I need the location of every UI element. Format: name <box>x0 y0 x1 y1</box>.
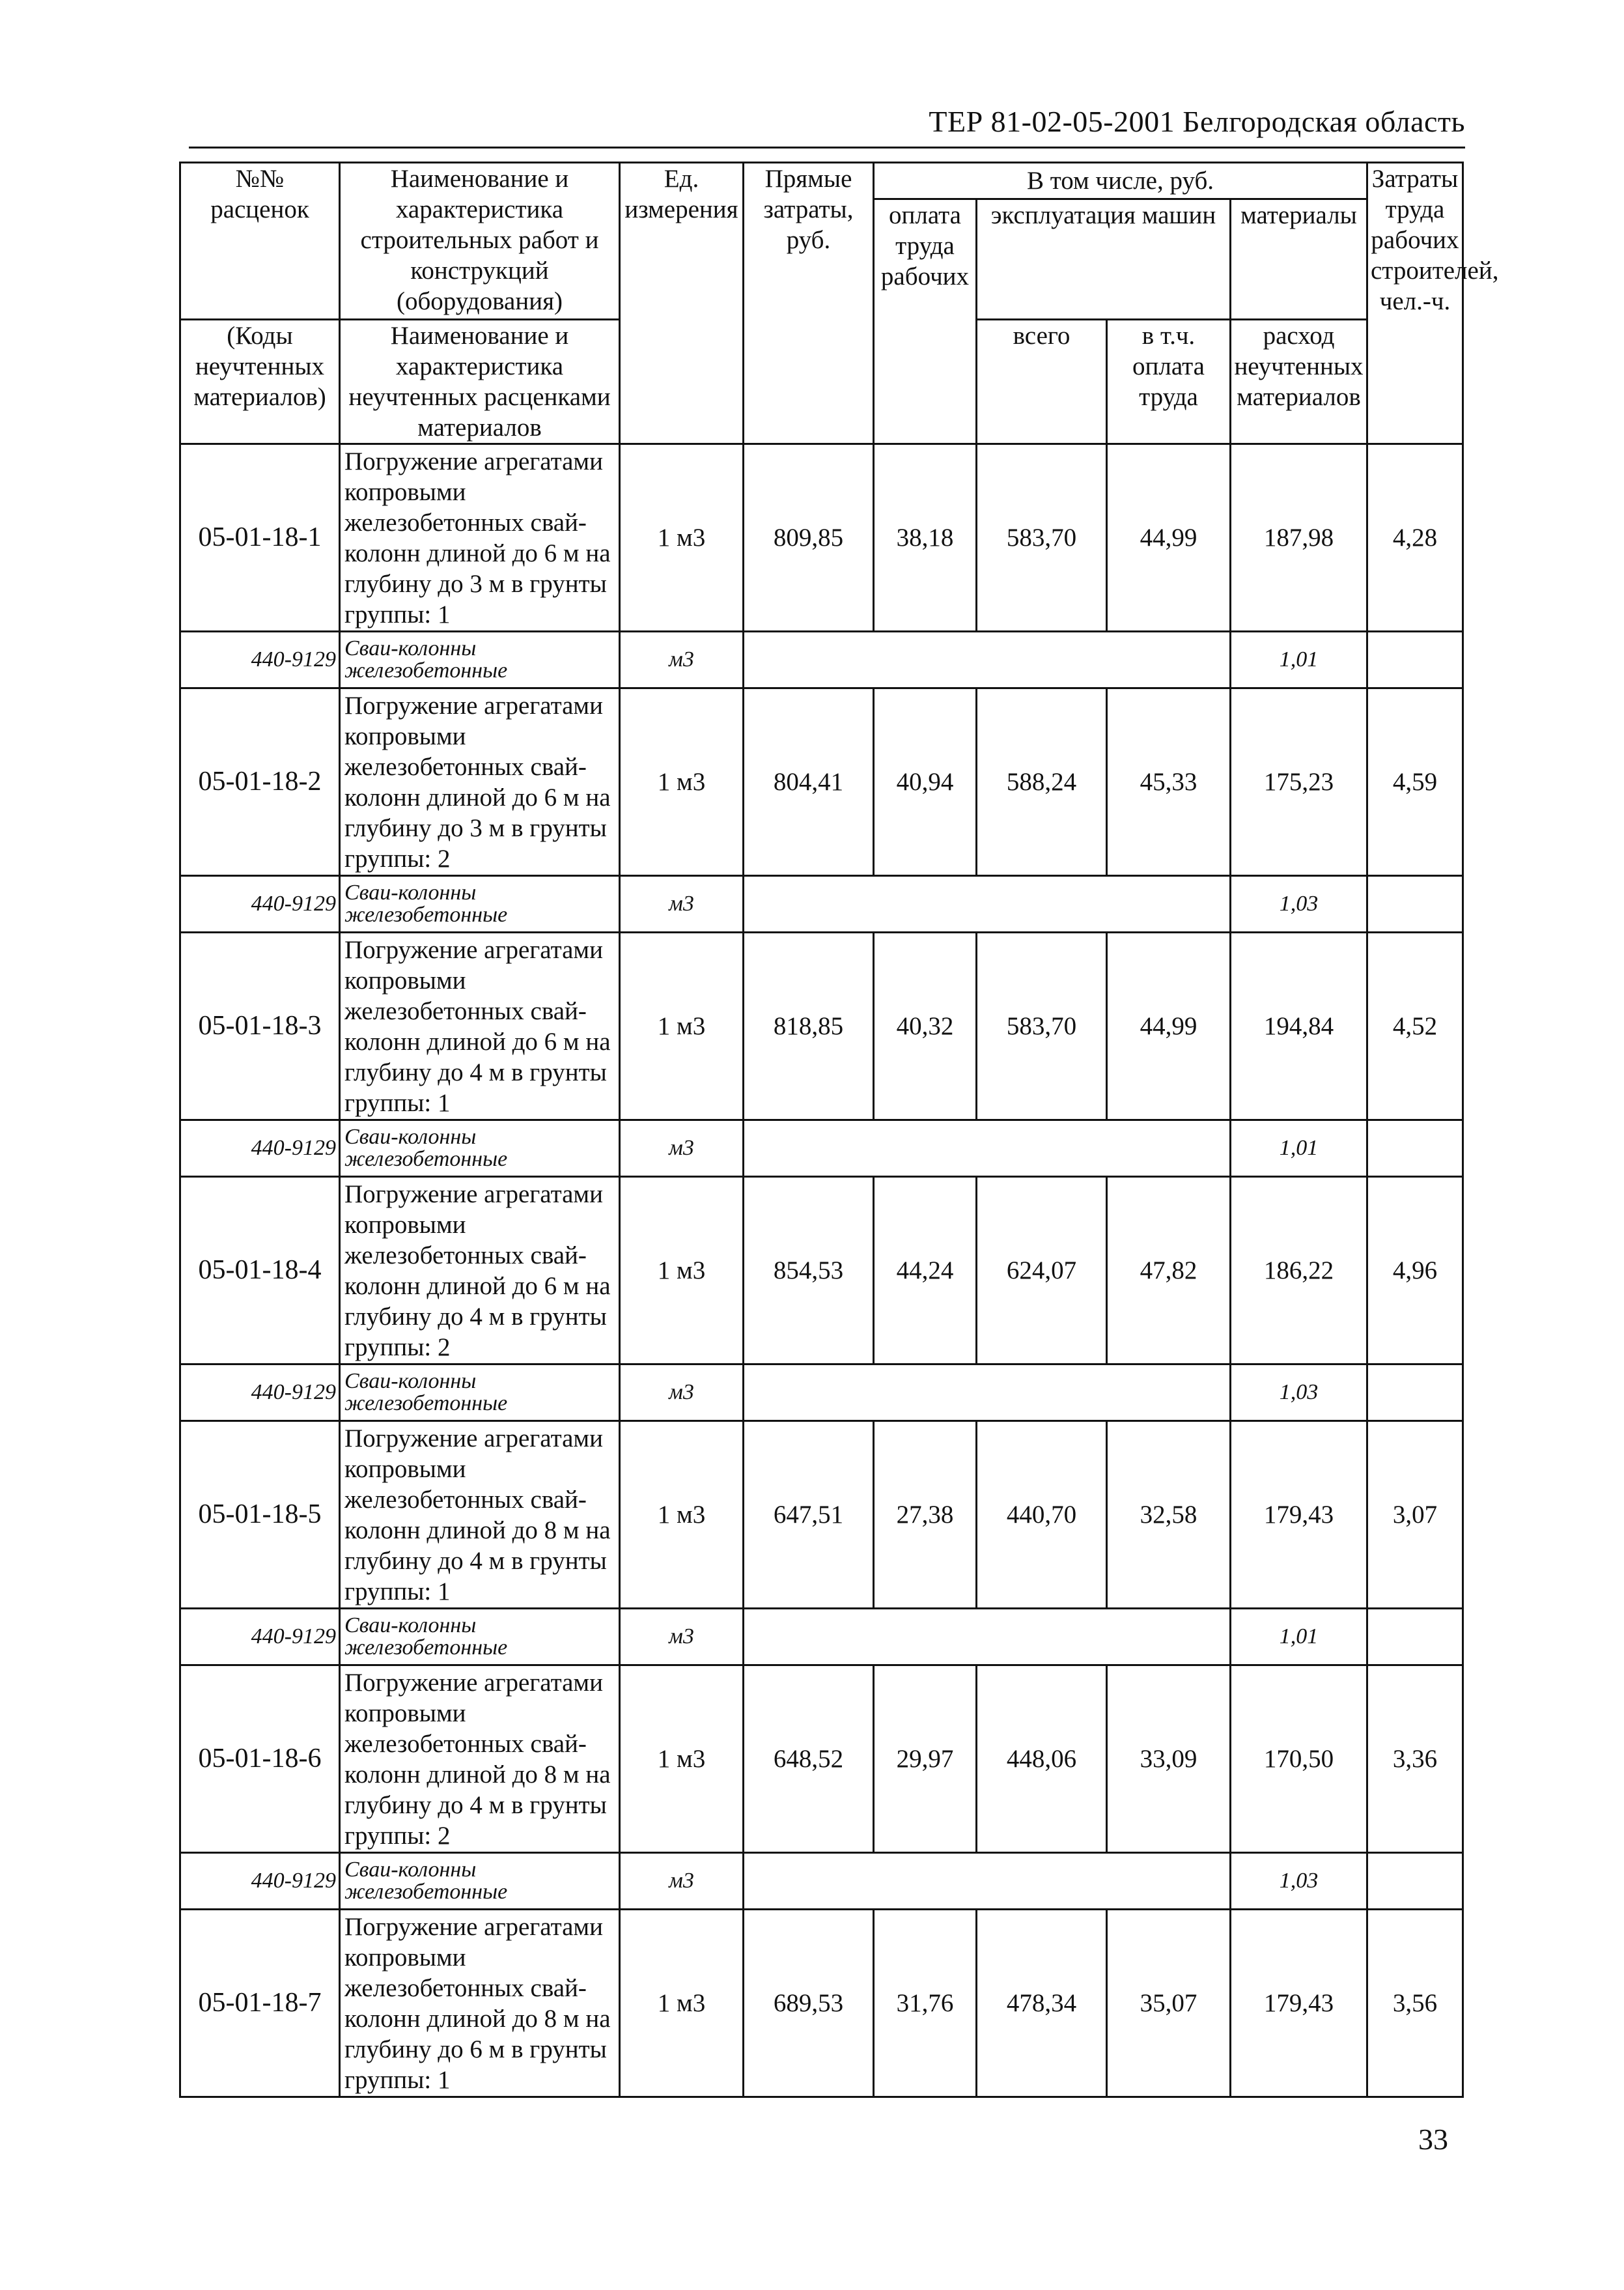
material-quantity: 1,03 <box>1231 1853 1367 1910</box>
material-name: Сваи-колонны железобетонные <box>340 632 620 688</box>
material-blank <box>744 632 1231 688</box>
rate-row <box>180 1910 1463 2097</box>
table-header <box>180 163 1499 444</box>
material-blank <box>1367 1120 1463 1177</box>
material-code: 440-9129 <box>180 1364 340 1421</box>
rate-code: 05-01-18-1 <box>180 444 340 632</box>
rate-direct-cost: 647,51 <box>744 1421 874 1609</box>
material-blank <box>1367 1853 1463 1910</box>
rate-labor-pay: 44,24 <box>874 1177 977 1364</box>
rate-labor-hours: 4,52 <box>1367 933 1463 1120</box>
rate-unit: 1 м3 <box>620 444 744 632</box>
rate-labor-hours: 4,96 <box>1367 1177 1463 1364</box>
rate-labor-pay: 38,18 <box>874 444 977 632</box>
rate-code: 05-01-18-4 <box>180 1177 340 1364</box>
material-blank <box>744 1120 1231 1177</box>
material-name: Сваи-колонны железобетонные <box>340 1120 620 1177</box>
rate-labor-pay: 29,97 <box>874 1665 977 1853</box>
rate-materials: 170,50 <box>1231 1665 1367 1853</box>
material-code: 440-9129 <box>180 1853 340 1910</box>
page-header <box>189 104 1465 148</box>
col-mat-name-header: Наименование и характеристика неучтенных расценками материалов <box>340 320 620 444</box>
rate-materials: 186,22 <box>1231 1177 1367 1364</box>
rate-direct-cost: 818,85 <box>744 933 874 1120</box>
rate-machines-wage: 35,07 <box>1107 1910 1231 2097</box>
rate-materials: 187,98 <box>1231 444 1367 632</box>
rate-machines-wage: 32,58 <box>1107 1421 1231 1609</box>
col-materials-header: материалы <box>1231 199 1367 320</box>
rate-machines-total: 583,70 <box>977 444 1107 632</box>
rate-labor-pay: 40,94 <box>874 688 977 876</box>
rate-unit: 1 м3 <box>620 933 744 1120</box>
rate-unit: 1 м3 <box>620 1177 744 1364</box>
rate-name: Погружение агрегатами копровыми железобетонных свай-колонн длиной до 8 м на глубину до 4 м в грунты группы: 1 <box>340 1421 620 1609</box>
material-quantity: 1,03 <box>1231 1364 1367 1421</box>
rate-name: Погружение агрегатами копровыми железобетонных свай-колонн длиной до 6 м на глубину до 4 м в грунты группы: 2 <box>340 1177 620 1364</box>
rate-machines-total: 440,70 <box>977 1421 1107 1609</box>
material-blank <box>1367 1364 1463 1421</box>
material-blank <box>744 1853 1231 1910</box>
material-row <box>180 632 1463 688</box>
material-blank <box>744 1364 1231 1421</box>
rate-machines-wage: 33,09 <box>1107 1665 1231 1853</box>
rate-unit: 1 м3 <box>620 1421 744 1609</box>
rate-code: 05-01-18-3 <box>180 933 340 1120</box>
rate-name: Погружение агрегатами копровыми железобетонных свай-колонн длиной до 8 м на глубину до 6 м в грунты группы: 1 <box>340 1910 620 2097</box>
material-name: Сваи-колонны железобетонные <box>340 1364 620 1421</box>
rate-name: Погружение агрегатами копровыми железобетонных свай-колонн длиной до 8 м на глубину до 4 м в грунты группы: 2 <box>340 1665 620 1853</box>
col-machines-header: эксплуатация машин <box>977 199 1231 320</box>
rate-code: 05-01-18-7 <box>180 1910 340 2097</box>
rate-labor-hours: 3,56 <box>1367 1910 1463 2097</box>
rate-direct-cost: 689,53 <box>744 1910 874 2097</box>
rate-machines-total: 583,70 <box>977 933 1107 1120</box>
rate-machines-wage: 44,99 <box>1107 444 1231 632</box>
page-number: 33 <box>1418 2123 1448 2156</box>
rate-machines-wage: 45,33 <box>1107 688 1231 876</box>
material-quantity: 1,01 <box>1231 632 1367 688</box>
material-quantity: 1,01 <box>1231 1120 1367 1177</box>
rate-row <box>180 444 1463 632</box>
rate-labor-hours: 3,36 <box>1367 1665 1463 1853</box>
rate-row <box>180 1421 1463 1609</box>
material-unit: м3 <box>620 1853 744 1910</box>
col-hours-header: Затраты труда рабочих строителей, чел.-ч. <box>1367 163 1463 444</box>
rate-direct-cost: 648,52 <box>744 1665 874 1853</box>
material-code: 440-9129 <box>180 1609 340 1665</box>
rate-materials: 175,23 <box>1231 688 1367 876</box>
document-title: ТЕР 81-02-05-2001 Белгородская область <box>929 105 1465 138</box>
material-unit: м3 <box>620 632 744 688</box>
rates-table <box>179 162 1499 2098</box>
rate-name: Погружение агрегатами копровыми железобетонных свай-колонн длиной до 6 м на глубину до 3 м в грунты группы: 1 <box>340 444 620 632</box>
material-unit: м3 <box>620 1364 744 1421</box>
material-blank <box>744 1609 1231 1665</box>
rate-unit: 1 м3 <box>620 688 744 876</box>
material-name: Сваи-колонны железобетонные <box>340 876 620 933</box>
rate-code: 05-01-18-5 <box>180 1421 340 1609</box>
material-row <box>180 876 1463 933</box>
rate-materials: 194,84 <box>1231 933 1367 1120</box>
material-blank <box>1367 632 1463 688</box>
rate-unit: 1 м3 <box>620 1665 744 1853</box>
rate-labor-hours: 3,07 <box>1367 1421 1463 1609</box>
material-name: Сваи-колонны железобетонные <box>340 1609 620 1665</box>
rate-labor-pay: 40,32 <box>874 933 977 1120</box>
rate-labor-pay: 31,76 <box>874 1910 977 2097</box>
material-quantity: 1,01 <box>1231 1609 1367 1665</box>
rate-row <box>180 1177 1463 1364</box>
rate-machines-total: 624,07 <box>977 1177 1107 1364</box>
col-direct-header: Прямые затраты, руб. <box>744 163 874 444</box>
rate-code: 05-01-18-6 <box>180 1665 340 1853</box>
rate-row <box>180 688 1463 876</box>
material-row <box>180 1120 1463 1177</box>
material-blank <box>744 876 1231 933</box>
material-unit: м3 <box>620 1609 744 1665</box>
material-unit: м3 <box>620 1120 744 1177</box>
rate-labor-hours: 4,59 <box>1367 688 1463 876</box>
col-labor-header: оплата труда рабочих <box>874 199 977 444</box>
material-quantity: 1,03 <box>1231 876 1367 933</box>
material-unit: м3 <box>620 876 744 933</box>
material-blank <box>1367 876 1463 933</box>
col-mat-consumption-header: расход неучтенных материалов <box>1231 320 1367 444</box>
rate-labor-pay: 27,38 <box>874 1421 977 1609</box>
rate-machines-total: 448,06 <box>977 1665 1107 1853</box>
rate-materials: 179,43 <box>1231 1421 1367 1609</box>
material-blank <box>1367 1609 1463 1665</box>
col-name-header: Наименование и характеристика строительных работ и конструкций (оборудования) <box>340 163 620 320</box>
rate-row <box>180 1665 1463 1853</box>
material-row <box>180 1609 1463 1665</box>
rate-unit: 1 м3 <box>620 1910 744 2097</box>
material-code: 440-9129 <box>180 1120 340 1177</box>
col-mach-wage-header: в т.ч. оплата труда <box>1107 320 1231 444</box>
col-unit-header: Ед. измерения <box>620 163 744 444</box>
rate-code: 05-01-18-2 <box>180 688 340 876</box>
rate-row <box>180 933 1463 1120</box>
rate-name: Погружение агрегатами копровыми железобетонных свай-колонн длиной до 6 м на глубину до 4 м в грунты группы: 1 <box>340 933 620 1120</box>
rate-direct-cost: 804,41 <box>744 688 874 876</box>
rate-direct-cost: 854,53 <box>744 1177 874 1364</box>
rate-machines-total: 588,24 <box>977 688 1107 876</box>
col-mach-total-header: всего <box>977 320 1107 444</box>
rate-materials: 179,43 <box>1231 1910 1367 2097</box>
material-row <box>180 1853 1463 1910</box>
rate-machines-wage: 47,82 <box>1107 1177 1231 1364</box>
material-name: Сваи-колонны железобетонные <box>340 1853 620 1910</box>
rate-machines-total: 478,34 <box>977 1910 1107 2097</box>
col-code-header: №№ расценок <box>180 163 340 320</box>
material-code: 440-9129 <box>180 632 340 688</box>
table-body <box>180 444 1463 2097</box>
col-incl-header: В том числе, руб. <box>874 163 1367 199</box>
rate-machines-wage: 44,99 <box>1107 933 1231 1120</box>
material-code: 440-9129 <box>180 876 340 933</box>
material-row <box>180 1364 1463 1421</box>
rate-labor-hours: 4,28 <box>1367 444 1463 632</box>
rate-name: Погружение агрегатами копровыми железобетонных свай-колонн длиной до 6 м на глубину до 3 м в грунты группы: 2 <box>340 688 620 876</box>
col-mat-code-header: (Коды неучтенных материалов) <box>180 320 340 444</box>
rate-direct-cost: 809,85 <box>744 444 874 632</box>
